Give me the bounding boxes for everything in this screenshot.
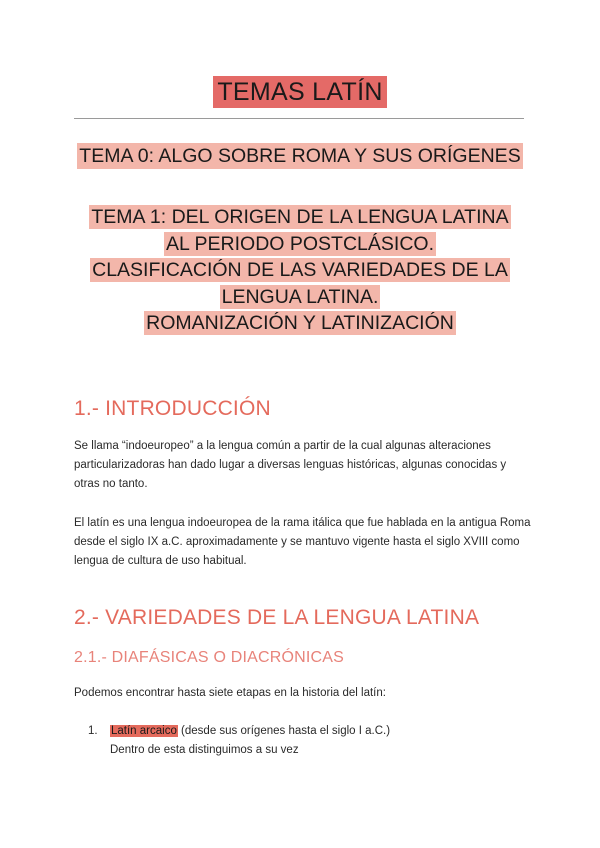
- tema1-title-block: [40, 204, 560, 337]
- section1-paragraph-2: El latín es una lengua indoeuropea de la rama itálica que fue hablada en la antigua Roma desde el siglo IX a.C. aproximadamente y se mantuvo vigente hasta el siglo XVIII como lengua de cultura de uso habitual.: [74, 517, 531, 567]
- tema1-title-line: ROMANIZACIÓN Y LATINIZACIÓN: [146, 312, 454, 334]
- section2-intro: Podemos encontrar hasta siete etapas en la historia del latín:: [74, 687, 386, 699]
- list-item-text: (desde sus orígenes hasta el siglo I a.C.): [177, 725, 391, 737]
- list-item-number: 1.: [88, 725, 98, 737]
- list-item-continuation: Dentro de esta distinguimos a su vez: [110, 744, 299, 756]
- section2-subheading: 2.1.- DIAFÁSICAS O DIACRÓNICAS: [74, 649, 345, 666]
- tema1-title-line: TEMA 1: DEL ORIGEN DE LA LENGUA LATINA: [91, 206, 509, 228]
- tema0-container: [0, 143, 600, 169]
- section2-heading: 2.- VARIEDADES DE LA LENGUA LATINA: [74, 606, 480, 629]
- title-divider: [74, 118, 524, 119]
- tema0-title: TEMA 0: ALGO SOBRE ROMA Y SUS ORÍGENES: [79, 145, 521, 167]
- highlighted-term: Latín arcaico: [111, 725, 177, 737]
- list-item-body: [110, 722, 530, 760]
- tema1-title-line: LENGUA LATINA.: [221, 285, 379, 308]
- main-title: TEMAS LATÍN: [213, 76, 386, 108]
- main-title-container: [0, 76, 600, 108]
- tema1-title-line: CLASIFICACIÓN DE LAS VARIEDADES DE LA: [92, 259, 508, 281]
- tema1-title-line: AL PERIODO POSTCLÁSICO.: [165, 232, 434, 255]
- section1-heading: 1.- INTRODUCCIÓN: [74, 397, 271, 420]
- section1-paragraph-1: Se llama “indoeuropeo” a la lengua común a partir de la cual algunas alteraciones particularizadoras han dado lugar a diversas lenguas históricas, algunas conocidas y otras no tanto.: [74, 440, 507, 490]
